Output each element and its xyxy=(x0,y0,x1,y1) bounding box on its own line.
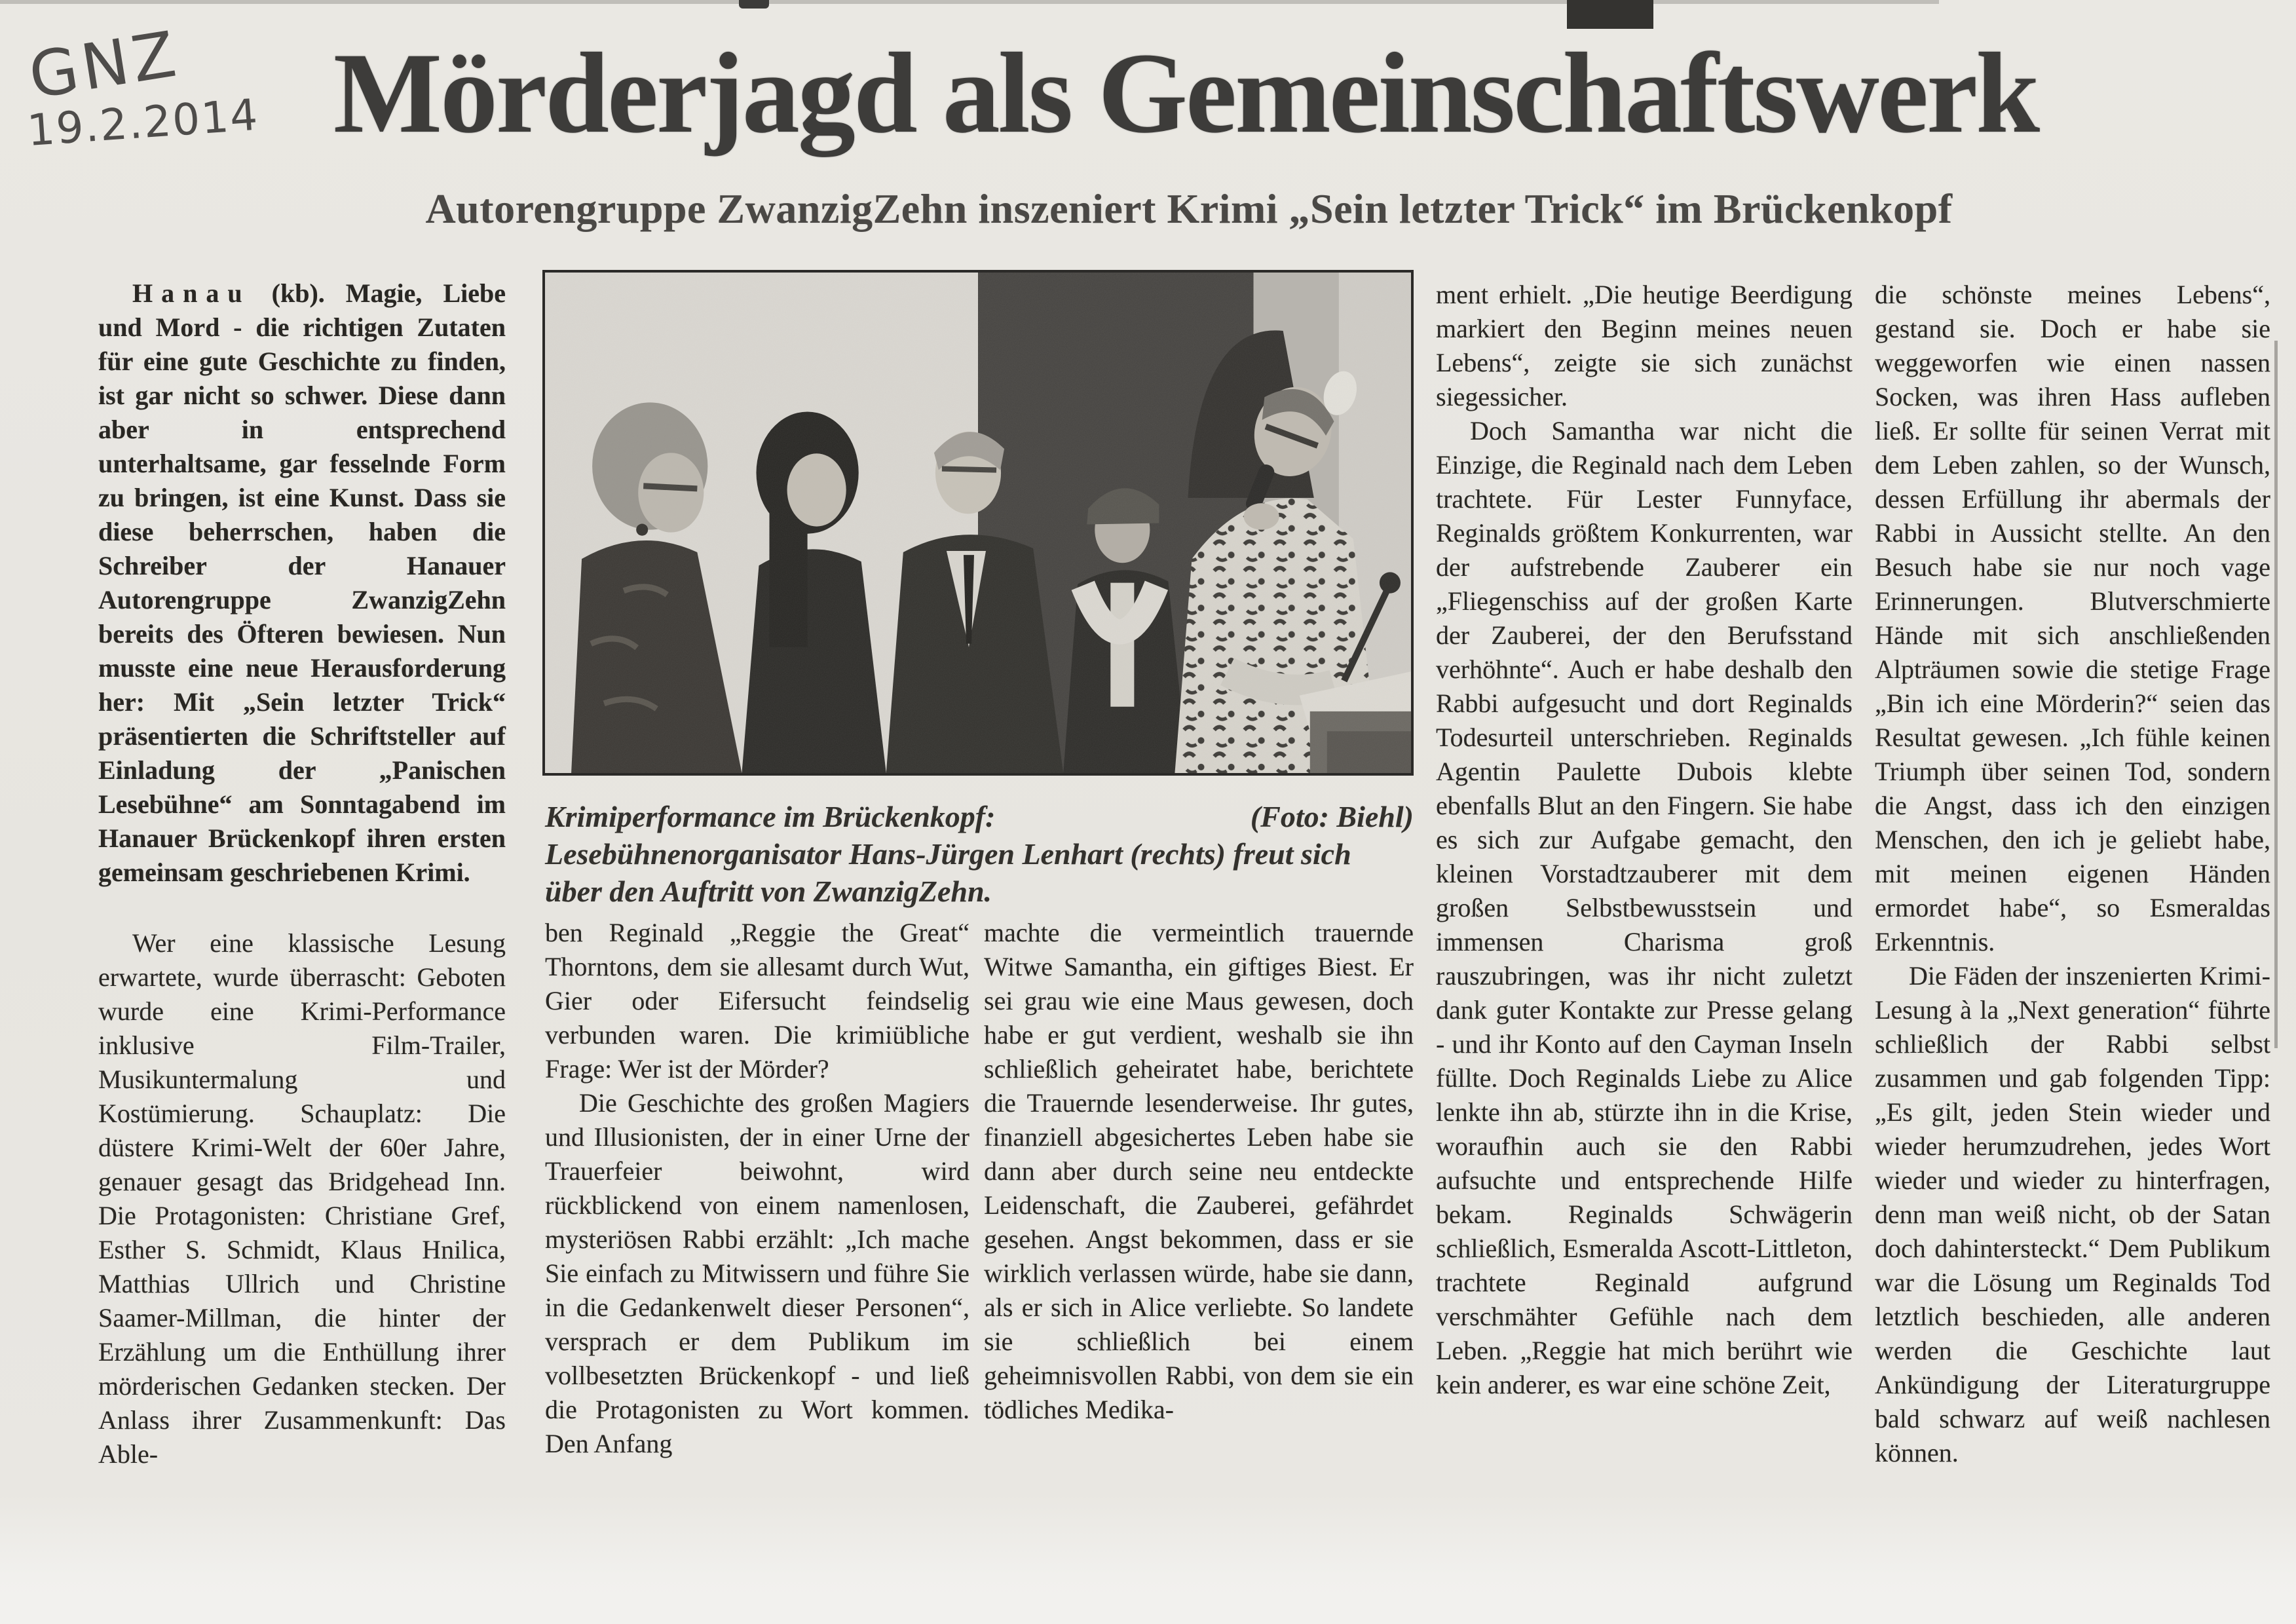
dateline-city: Hanau xyxy=(132,278,251,308)
column-rule-artifact xyxy=(2274,341,2278,1048)
photo-caption xyxy=(545,798,1414,910)
page-headline: Mörderjagd als Gemeinschaftswerk xyxy=(333,29,2039,157)
photo-credit: (Foto: Biehl) xyxy=(1250,800,1414,833)
article-column-3 xyxy=(984,916,1414,1427)
body-paragraph: die schönste meines Lebens“, gestand sie. Doch er habe sie weggeworfen wie einen nassen Socken, was ihren Hass aufleben ließ. Er sollte für seinen Verrat mit dem Leben zahlen, so der Wunsch, dessen Erfüllung ihr abermals der Rabbi in Aussicht stellte. An den Besuch habe sie nur noch vage Erinnerungen. Blutverschmierte Hände mit sich anschließenden Alpträumen sowie die stetige Frage „Bin ich eine Mörderin?“ seien das Resultat gewesen. „Ich fühle keinen Triumph über seinen Tod, sondern die Angst, dass ich den einzigen Menschen, den ich je geliebt habe, mit meinen eigenen Händen ermordet habe“, so Esmeraldas Erkenntnis. xyxy=(1875,280,2270,956)
body-paragraph: machte die vermeintlich trauernde Witwe Samantha, ein giftiges Biest. Er sei grau wie eine Maus gewesen, doch habe er gut verdient, weshalb sie ihn schließlich geheiratet habe, berichtete die Trauernde lesenderweise. Ihr gutes, finanziell abgesichertes Leben habe sie dann aber durch seine neu entdeckte Leidenschaft, die Zauberei, gefährdet gesehen. Angst bekommen, dass er sie wirklich verlassen würde, habe sie dann, als er sich in Alice verliebte. So landete sie schließlich bei einem geheimnisvollen Rabbi, von dem sie ein tödliches Medika- xyxy=(984,918,1414,1424)
body-paragraph: Wer eine klassische Lesung erwartete, wurde überrascht: Geboten wurde eine Krimi-Performance inklusive Film-Trailer, Musikuntermalung und Kostümierung. Schauplatz: Die düstere Krimi-Welt der 60er Jahre, genauer gesagt das Bridgehead Inn. Die Protagonisten: Christiane Gref, Esther S. Schmidt, Klaus Hnilica, Matthias Ullrich und Christine Saamer-Millman, die hinter der Erzählung um die Enthüllung ihrer mörderischen Gedanken stecken. Der Anlass ihrer Zusammenkunft: Das Able- xyxy=(98,928,506,1469)
photo-caption-text: Krimiperformance im Brückenkopf: Lesebühnenorganisator Hans-Jürgen Lenhart (rechts) freut sich über den Auftritt von ZwanzigZehn. xyxy=(545,800,1351,908)
photo-illustration xyxy=(545,273,1411,773)
article-column-1 xyxy=(98,276,506,1471)
body-paragraph: ment erhielt. „Die heutige Beerdigung markiert den Beginn meines neuen Lebens“, zeigte sie sich zunächst siegessicher. xyxy=(1436,280,1853,411)
article-column-4 xyxy=(1436,278,1853,1402)
paper-bottom-edge xyxy=(0,1594,2296,1624)
article-column-5 xyxy=(1875,278,2270,1470)
handwritten-note xyxy=(25,2,314,162)
lead-text: (kb). Magie, Liebe und Mord - die richtigen Zutaten für eine gute Geschichte zu finden, ist gar nicht so schwer. Diese dann aber in entsprechend unterhaltsame, gar fesselnde Form zu bringen, ist eine Kunst. Dass sie diese beherrschen, haben die Schreiber der Hanauer Autorengruppe ZwanzigZehn bereits des Öfteren bewiesen. Nun musste eine neue Herausforderung her: Mit „Sein letzter Trick“ präsentierten die Schriftsteller auf Einladung der „Panischen Lesebühne“ am Sonntagabend im Hanauer Brückenkopf ihren ersten gemeinsam geschriebenen Krimi. xyxy=(98,278,506,887)
page-subheadline: Autorengruppe ZwanzigZehn inszeniert Krimi „Sein letzter Trick“ im Brückenkopf xyxy=(425,185,1953,232)
handwritten-source: GNZ xyxy=(24,16,185,113)
body-paragraph: Doch Samantha war nicht die Einzige, die Reginald nach dem Leben trachtete. Für Lester Funnyface, Reginalds größtem Konkurrenten, war der aufstrebende Zauberer ein „Fliegenschiss auf der großen Karte der Zauberei, der den Berufsstand verhöhnte“. Auch er habe deshalb den Rabbi aufgesucht und dort Reginalds Todesurteil unterschrieben. Reginalds Agentin Paulette Dubois klebte ebenfalls Blut an den Fingern. Sie habe es sich zur Aufgabe gemacht, den kleinen Vorstadtzauberer mit dem großen Selbstbewusstsein und immensen Charisma groß rauszubringen, was ihr nicht zuletzt dank guter Kontakte zur Presse gelang - und ihr Konto auf den Cayman Inseln füllte. Doch Reginalds Liebe zu Alice lenkte ihn ab, stürzte ihn in die Krise, woraufhin auch sie den Rabbi aufsuchte und entsprechende Hilfe bekam. Reginalds Schwägerin schließlich, Esmeralda Ascott-Littleton, trachtete Reginald aufgrund verschmähter Gefühle nach dem Leben. „Reggie hat mich berührt wie kein anderer, es war eine schöne Zeit, xyxy=(1436,416,1853,1399)
body-paragraph: ben Reginald „Reggie the Great“ Thorntons, dem sie allesamt durch Wut, Gier oder Eifersucht feindselig verbunden waren. Die krimiübliche Frage: Wer ist der Mörder? xyxy=(545,918,969,1084)
article-column-2 xyxy=(545,916,969,1461)
body-paragraph: Die Fäden der inszenierten Krimi-Lesung à la „Next generation“ führte schließlich der Rabbi selbst zusammen und gab folgenden Tipp: „Es gilt, jeden Stein wieder und wieder herumzudrehen, jedes Wort wieder und wieder zu hinterfragen, denn man weiß nicht, ob der Satan doch dahintersteckt.“ Dem Publikum war die Lösung um Reginalds Tod letztlich beschieden, alle anderen werden die Geschichte laut Ankündigung der Literaturgruppe bald schwarz auf weiß nachlesen können. xyxy=(1875,961,2270,1467)
news-photo xyxy=(542,270,1414,776)
lead-paragraph xyxy=(98,276,506,890)
scan-smudge xyxy=(739,0,769,9)
handwritten-date: 19.2.2014 xyxy=(26,89,261,157)
body-paragraph: Die Geschichte des großen Magiers und Illusionisten, der in einer Urne der Trauerfeier beiwohnt, wird rückblickend von einem namenlosen, mysteriösen Rabbi erzählt: „Ich mache Sie einfach zu Mitwissern und führe Sie in die Gedankenwelt dieser Personen“, versprach er dem Publikum im vollbesetzten Brückenkopf - und ließ die Protagonisten zu Wort kommen. Den Anfang xyxy=(545,1088,969,1458)
scan-smudge xyxy=(1567,0,1653,29)
